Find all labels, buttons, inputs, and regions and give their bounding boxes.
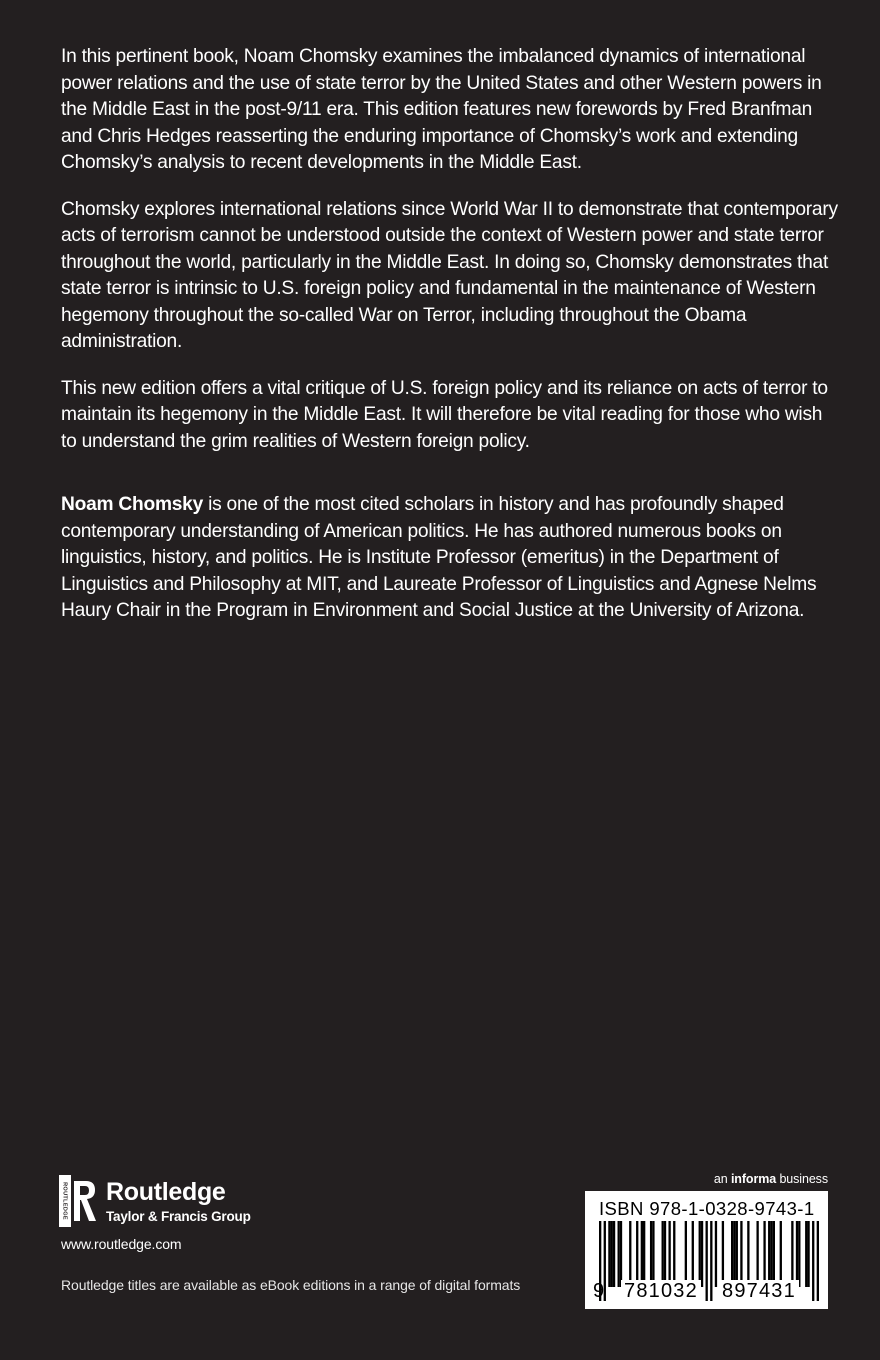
blurb-paragraph-3: This new edition offers a vital critique of U.S. foreign policy and its reliance on acts of terror to maintain its hegemony in the Middle East. It will therefore be vital reading for those who wish to understand the grim realities of Western foreign policy. [61,377,828,452]
barcode-digits [591,1280,823,1304]
barcode-bar [733,1221,735,1287]
barcode-bar [740,1221,742,1287]
barcode-digits-left: 781032 [621,1280,701,1303]
blurb-paragraph-1: In this pertinent book, Noam Chomsky examines the imbalanced dynamics of international power relations and the use of state terror by the United States and other Western powers in the Middle East in the post-9/11 era. This edition features new forewords by Fred Branfman and Chris Hedges reasserting the enduring importance of Chomsky’s work and extending Chomsky’s analysis to recent developments in the Middle East. [61,46,822,173]
barcode-bar [608,1221,610,1287]
barcode-bar [756,1221,758,1287]
isbn-barcode [585,1191,828,1309]
informa-business-label [714,1172,828,1186]
barcode-bar [798,1221,800,1287]
barcode-bar [613,1221,615,1287]
barcode-bar [763,1221,765,1287]
barcode-bar [736,1221,738,1287]
informa-prefix: an [713,1172,731,1186]
publisher-url: www.routledge.com [61,1236,182,1252]
barcode-bar [685,1221,687,1287]
barcode-bar [673,1221,675,1287]
author-name: Noam Chomsky [61,494,204,515]
routledge-logo-icon [59,1175,97,1227]
barcode-bar [747,1221,749,1287]
barcode-bar [768,1221,770,1287]
blurb-paragraph-2: Chomsky explores international relations since World War II to demonstrate that contemporary acts of terrorism cannot be understood outside the context of Western power and state terror throughout the world, particularly in the Middle East. In doing so, Chomsky demonstrates that state terror is intrinsic to U.S. foreign policy and fundamental in the maintenance of Western hegemony throughout the so-called War on Terror, including throughout the Obama administration. [61,198,838,352]
barcode-bar [636,1221,638,1287]
isbn-label: ISBN 978-1-0328-9743-1 [599,1198,815,1219]
author-bio-text: is one of the most cited scholars in history and has profoundly shaped contemporary understanding of American politics. He has authored numerous books on linguistics, history, and politics. He is Institute Professor (emeritus) in the Department of Linguistics and Philosophy at MIT, and Laureate Professor of Linguistics and Agnese Nelms Haury Chair in the Program in Environment and Social Justice at the University of Arizona. [61,494,817,621]
barcode-bar [722,1221,724,1287]
informa-brand: informa [730,1172,777,1186]
barcode-bar [652,1221,654,1287]
barcode-bar [650,1221,652,1287]
barcode-bar [664,1221,666,1287]
barcode-bar [641,1221,643,1287]
barcode-bar [629,1221,631,1287]
logo-vertical-text: ROUTLEDGE [61,1182,68,1220]
barcode-bar [731,1221,733,1287]
barcode-bar [618,1221,620,1287]
informa-suffix: business [776,1172,828,1186]
barcode-bar [701,1221,703,1287]
author-bio [61,492,841,625]
barcode-bar [699,1221,701,1287]
barcode-bar [668,1221,670,1287]
barcode-bar [715,1221,717,1287]
publisher-group: Taylor & Francis Group [106,1209,251,1224]
barcode-bar [807,1221,809,1287]
barcode-bar [611,1221,613,1287]
barcode-bar [770,1221,772,1287]
barcode-bar [662,1221,664,1287]
back-cover-blurb [61,44,841,645]
barcode-bar [780,1221,782,1287]
ebook-note: Routledge titles are available as eBook editions in a range of digital formats [61,1277,521,1293]
barcode-bar [692,1221,694,1287]
publisher-name: Routledge [106,1178,226,1206]
barcode-bar [796,1221,798,1287]
barcode-bar [643,1221,645,1287]
barcode-bar [805,1221,807,1287]
barcode-bar [620,1221,622,1287]
barcode-digit-first: 9 [593,1280,606,1302]
barcode-bar [791,1221,793,1287]
barcode-bar [773,1221,775,1287]
barcode-digits-right: 897431 [719,1280,799,1303]
